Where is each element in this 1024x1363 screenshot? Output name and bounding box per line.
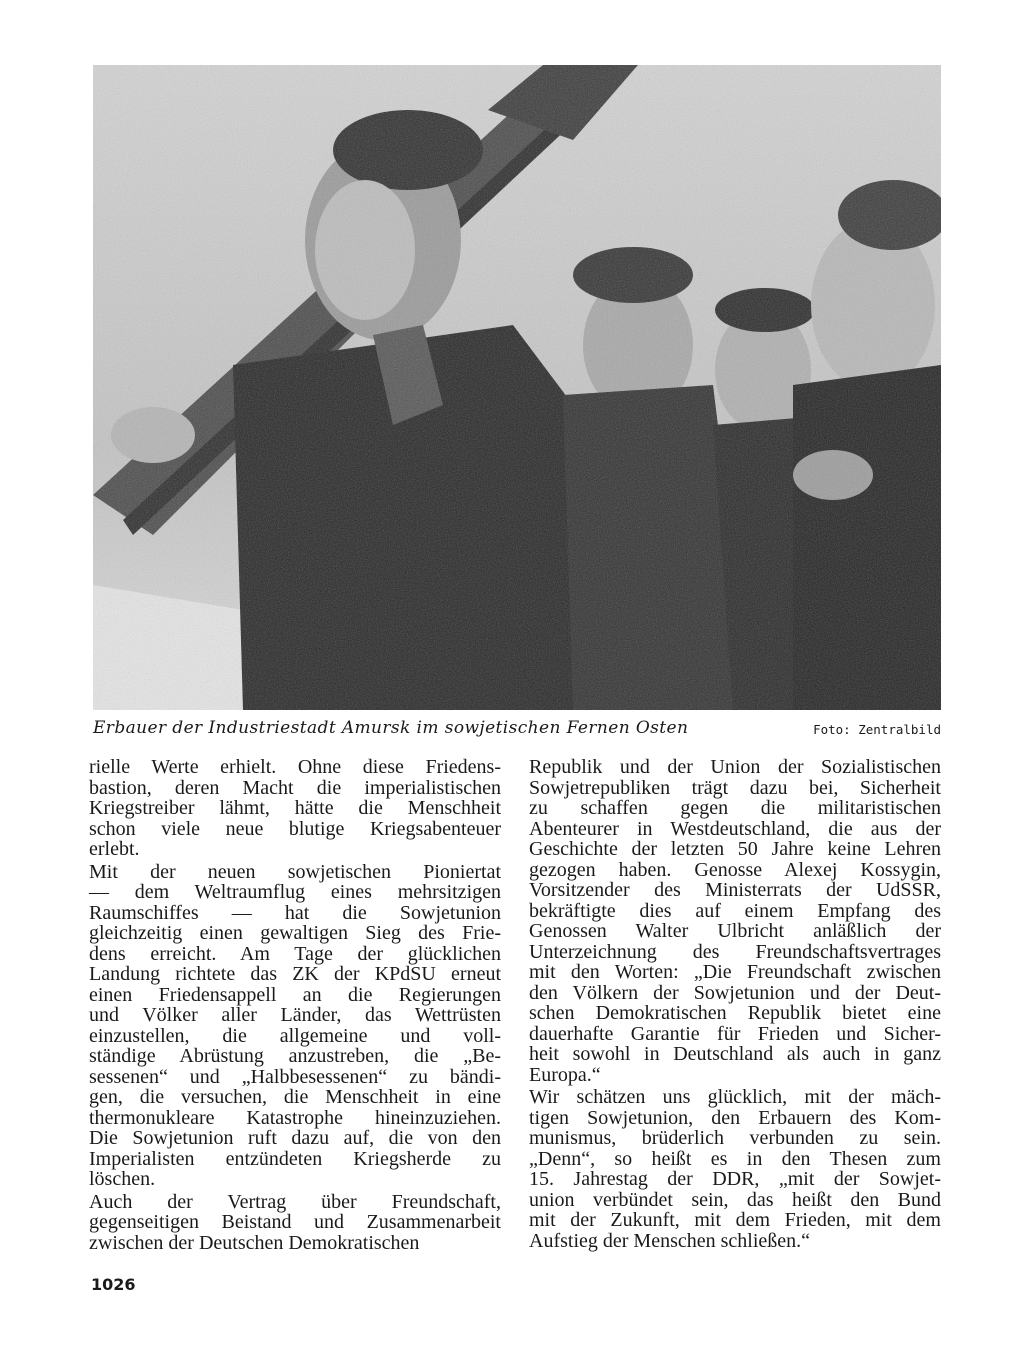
text-line: sessenen“ und „Halbbesessenen“ zu bändi- <box>89 1065 501 1088</box>
text-line: Geschichte der letzten 50 Jahre keine Lehren <box>529 838 941 860</box>
text-line: Imperialisten entzündeten Kriegsherde zu <box>89 1147 501 1170</box>
text-line: Sowjetrepubliken trägt dazu bei, Sicherheit <box>529 776 941 799</box>
text-line: gezogen haben. Genosse Alexej Kossygin, <box>529 858 941 881</box>
left-column <box>89 757 501 1255</box>
text-line: Landung richtete das ZK der KPdSU erneut <box>89 963 501 985</box>
text-line: und Völker aller Länder, das Wettrüsten <box>89 1004 501 1026</box>
text-line: Kriegstreiber lähmt, hätte die Menschheit <box>89 797 501 819</box>
photo-image <box>93 65 941 710</box>
text-line: Vorsitzender des Ministerrats der UdSSR, <box>529 879 941 901</box>
text-line: Aufstieg der Menschen schließen.“ <box>529 1229 811 1252</box>
text-line: gen, die versuchen, die Menschheit in eine <box>89 1086 501 1108</box>
text-line: dens erreicht. Am Tage der glücklichen <box>89 942 501 965</box>
text-line: Abenteurer in Westdeutschland, die aus der <box>529 817 941 840</box>
photograph <box>93 65 941 710</box>
text-line: Wir schätzen uns glücklich, mit der mäch- <box>529 1086 941 1108</box>
text-line: Unterzeichnung des Freundschaftsvertrages <box>529 940 941 963</box>
paragraph <box>89 862 501 1190</box>
text-line: union verbündet sein, das heißt den Bund <box>529 1188 941 1211</box>
text-line: löschen. <box>89 1168 156 1190</box>
text-line: Raumschiffes — hat die Sowjetunion <box>89 901 501 924</box>
photo-credit: Foto: Zentralbild <box>813 722 941 737</box>
text-line: zwischen der Deutschen Demokratischen <box>89 1231 420 1254</box>
text-line: Die Sowjetunion ruft dazu auf, die von den <box>89 1127 501 1149</box>
paragraph <box>529 757 941 1085</box>
text-line: bekräftigte dies auf einem Empfang des <box>529 899 941 922</box>
text-line: dauerhafte Garantie für Frieden und Sicher- <box>529 1022 941 1045</box>
text-line: zu schaffen gegen die militaristischen <box>529 797 941 819</box>
text-line: mit der Zukunft, mit dem Frieden, mit dem <box>529 1209 941 1231</box>
caption-text: Erbauer der Industriestadt Amursk im sowjetischen Fernen Osten <box>93 718 689 738</box>
text-line: thermonukleare Katastrophe hineinzuziehen. <box>89 1106 501 1129</box>
text-line: einzustellen, die allgemeine und voll- <box>89 1024 501 1047</box>
text-line: erlebt. <box>89 838 140 860</box>
text-line: ständige Abrüstung anzustreben, die „Be- <box>89 1045 501 1067</box>
text-line: mit den Worten: „Die Freundschaft zwischen <box>529 961 941 983</box>
text-line: 15. Jahrestag der DDR, „mit der Sowjet- <box>529 1168 941 1190</box>
paragraph <box>89 1192 501 1254</box>
text-line: Republik und der Union der Sozialistischen <box>529 756 941 778</box>
photo-caption <box>93 718 941 744</box>
text-line: Genossen Walter Ulbricht anläßlich der <box>529 920 941 942</box>
text-line: einen Friedensappell an die Regierungen <box>89 983 501 1006</box>
text-line: gegenseitigen Beistand und Zusammenarbeit <box>89 1211 501 1233</box>
text-line: bastion, deren Macht die imperialistischen <box>89 776 501 799</box>
text-line: Mit der neuen sowjetischen Pioniertat <box>89 860 501 883</box>
text-line: Europa.“ <box>529 1063 601 1086</box>
text-line: tigen Sowjetunion, den Erbauern des Kom- <box>529 1106 941 1129</box>
text-line: heit sowohl in Deutschland als auch in ganz <box>529 1043 941 1065</box>
right-column <box>529 757 941 1253</box>
text-line: gleichzeitig einen gewaltigen Sieg des Frie- <box>89 922 501 944</box>
text-line: rielle Werte erhielt. Ohne diese Friedens- <box>89 756 501 778</box>
page-number: 1026 <box>91 1275 136 1294</box>
paragraph <box>529 1087 941 1251</box>
text-line: den Völkern der Sowjetunion und der Deut- <box>529 981 941 1004</box>
text-line: schon viele neue blutige Kriegsabenteuer <box>89 817 501 840</box>
text-line: Auch der Vertrag über Freundschaft, <box>89 1190 501 1213</box>
text-line: munismus, brüderlich verbunden zu sein. <box>529 1127 941 1149</box>
text-line: schen Demokratischen Republik bietet eine <box>529 1002 941 1024</box>
text-line: „Denn“, so heißt es in den Thesen zum <box>529 1147 941 1170</box>
paragraph <box>89 757 501 860</box>
text-line: — dem Weltraumflug eines mehrsitzigen <box>89 881 501 903</box>
